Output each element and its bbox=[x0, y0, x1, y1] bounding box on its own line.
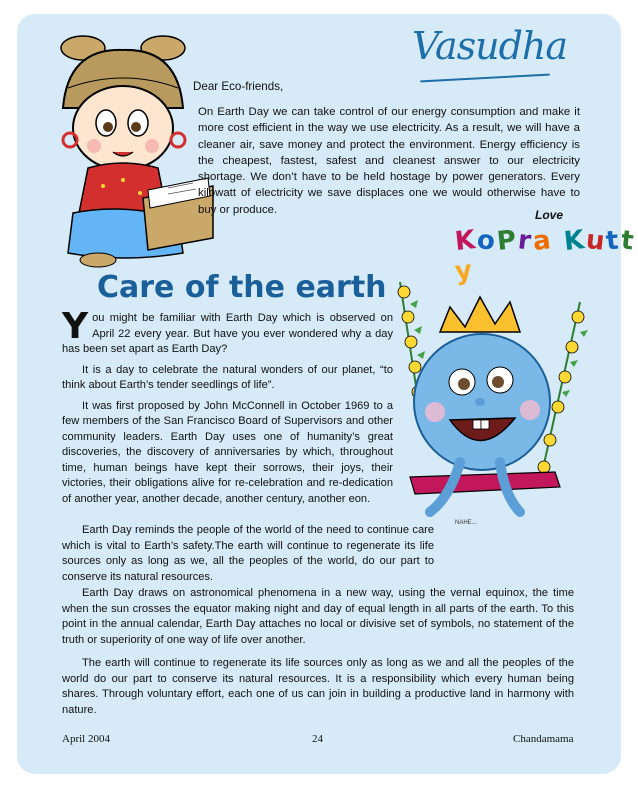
article-paragraph-3: It was first proposed by John McConnell in October 1969 to a few members of the San Francisco Board of Supervisors and other community leaders. Earth Day uses one of humanity’s great discoveries, the discovery of anniversaries by which, throughout time, human beings have kept their sorrows, their joys, their victories, their obligations alive for re-celebration and re-dedication of another year, another decade, another century, another eon. bbox=[62, 399, 393, 505]
article-paragraph-6-wrap bbox=[62, 656, 574, 723]
footer-date: April 2004 bbox=[62, 733, 110, 745]
article-paragraph-1: You might be familiar with Earth Day which is observed on April 22 every year. But have you ever wondered why a day has been set apart as Earth Day? bbox=[62, 306, 393, 355]
signature-letter: y bbox=[453, 255, 476, 287]
signature-letter: K bbox=[453, 224, 479, 258]
drop-cap: Y bbox=[62, 306, 89, 347]
signature-letter: o bbox=[475, 225, 499, 257]
signature-letter: t bbox=[619, 225, 637, 257]
artist-mark: NAHE... bbox=[455, 520, 477, 526]
article-column bbox=[62, 306, 393, 512]
article-paragraph-2: It is a day to celebrate the natural wonders of our planet, “to think about Earth’s tender seedlings of life”. bbox=[62, 363, 393, 391]
letter-salutation: Dear Eco-friends, bbox=[193, 80, 284, 93]
earth-character-illustration bbox=[380, 262, 620, 532]
article-paragraph-4: Earth Day reminds the people of the world of the need to continue care which is vital to Earth’s safety.The earth will continue to regenerate its life sources only as long as we, all the peoples of the world, do our part to conserve its natural resources. bbox=[62, 524, 434, 583]
article-paragraph-5: Earth Day draws on astronomical phenomena in a new way, using the vernal equinox, the time when the sun crosses the equator making night and day of equal length in all parts of the earth. To this point in the annual calendar, Earth Day attaches no local or divisive set of symbols, no statement of the truth or superiority of one way of life over another. bbox=[62, 587, 574, 646]
letter-sign-off: Love bbox=[535, 208, 564, 222]
footer-magazine: Chandamama bbox=[513, 733, 574, 745]
signature-letter: a bbox=[531, 225, 554, 257]
signature-letter: u bbox=[584, 225, 608, 257]
brand-logo: Vasudha bbox=[412, 24, 568, 68]
article-paragraph-5-wrap bbox=[62, 586, 574, 653]
signature-letter: K bbox=[562, 224, 588, 258]
article-paragraph-4-wrap bbox=[62, 523, 434, 590]
signature-letter: P bbox=[495, 224, 520, 258]
signature-letter: t bbox=[604, 225, 623, 257]
article-paragraph-6: The earth will continue to regenerate its life sources only as long as we and all the peoples of the world do our part to conserve its natural resources. It is a responsibility which every human being shares. Through voluntary effort, each one of us can join in building a productive land in harmony with nature. bbox=[62, 657, 574, 716]
footer-page-number: 24 bbox=[312, 733, 323, 745]
kopra-kutty-illustration bbox=[28, 28, 218, 273]
letter-body: On Earth Day we can take control of our energy consumption and make it more cost efficient in the way we use electricity. As a result, we will have a cleaner air, save money and protect the environment. Energy efficiency is the cheapest, fastest, safest and cleanest answer to our electricity shortage. We don’t have to be held hostage by power generators. Every kilowatt of electricity we save displaces one we would otherwise have to buy or produce. bbox=[198, 106, 580, 216]
signature-letter: r bbox=[516, 225, 535, 257]
article-title: Care of the earth bbox=[97, 270, 387, 305]
